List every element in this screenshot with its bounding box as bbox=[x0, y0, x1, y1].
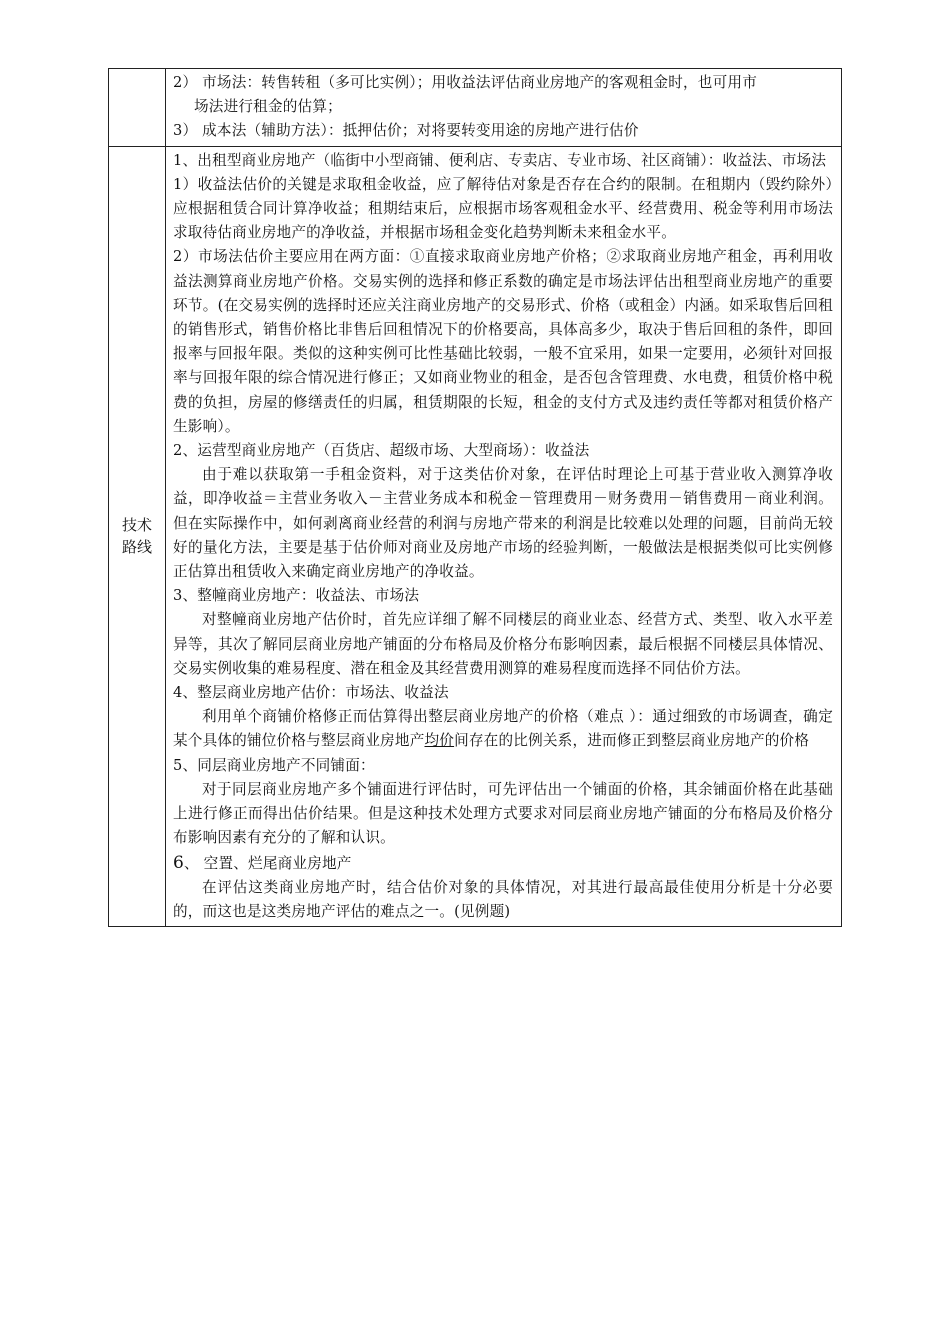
section-4-para-b: 间存在的比例关系，进而修正到整层商业房地产的价格 bbox=[454, 732, 810, 750]
average-price-underlined: 均价 bbox=[424, 732, 455, 750]
table-row-top bbox=[109, 69, 842, 147]
section-3-title: 3、整幢商业房地产：收益法、市场法 bbox=[173, 587, 420, 605]
section-5-para: 对于同层商业房地产多个铺面进行评估时，可先评估出一个铺面的价格，其余铺面价格在此基础上进行修正而得出估价结果。但是这种技术处理方式要求对同层商业房地产铺面的分布格局及价格分布影响因素有充分的了解和认识。 bbox=[173, 780, 833, 847]
section-5-title: 5、同层商业房地产不同铺面： bbox=[173, 756, 375, 774]
market-method-line: 2） 市场法：转售转租（多可比实例）；用收益法评估商业房地产的客观租金时，也可用市 bbox=[173, 74, 757, 91]
tech-route-content bbox=[166, 146, 842, 927]
table-row-tech-route bbox=[109, 146, 842, 927]
section-6-number: 6 bbox=[173, 852, 185, 873]
row-label-empty bbox=[109, 69, 166, 147]
method-table bbox=[108, 68, 842, 927]
section-6-title bbox=[173, 851, 833, 876]
tech-route-label: 技术路线 bbox=[109, 146, 166, 927]
section-1-para-1: 1）收益法估价的关键是求取租金收益，应了解待估对象是否存在合约的限制。在租期内（毁约除外）应根据租赁合同计算净收益；租期结束后，应根据市场客观租金水平、经营费用、税金等利用市场法求取待估商业房地产的净收益，并根据市场租金变化趋势判断未来租金水平。 bbox=[173, 175, 833, 242]
cost-method-line: 3） 成本法（辅助方法）：抵押估价；对将要转变用途的房地产进行估价 bbox=[173, 122, 639, 140]
section-3-para: 对整幢商业房地产估价时，首先应详细了解不同楼层的商业业态、经营方式、类型、收入水平差异等，其次了解同层商业房地产铺面的分布格局及价格分布影响因素，最后根据不同楼层具体情况、交易实例收集的难易程度、潜在租金及其经营费用测算的难易程度而选择不同估价方法。 bbox=[173, 611, 833, 677]
section-4-para-a: 利用单个商铺价格修正而估算得出整层商业房地产的价格（难点 ）：通过细致的市场调查，确定某个具体的铺位价格与整层商业房地产 bbox=[173, 708, 833, 750]
methods-cell bbox=[166, 69, 842, 147]
section-1-para-2: 2）市场法估价主要应用在两方面：①直接求取商业房地产价格；②求取商业房地产租金，再利用收益法测算商业房地产价格。交易实例的选择和修正系数的确定是市场法评估出租型商业房地产的重要环节。(在交易实例的选择时还应关注商业房地产的交易形式、价格（或租金）内涵。如采取售后回租的销售形式，销售价格比非售后回租情况下的价格要高，具体高多少，取决于售后回租的条件，即回报率与回报年限。类似的这种实例可比性基础比较弱，一般不宜采用，如果一定要用，必须针对回报率与回报年限的综合情况进行修正；又如商业物业的租金，是否包含管理费、水电费，租赁价格中税费的负担，房屋的修缮责任的归属，租赁期限的长短，租金的支付方式及违约责任等都对租赁价格产生影响）。 bbox=[173, 248, 833, 435]
section-2-title: 2、运营型商业房地产（百货店、超级市场、大型商场）：收益法 bbox=[173, 442, 590, 460]
section-4-para bbox=[173, 705, 833, 753]
section-2-para: 由于难以获取第一手租金资料，对于这类估价对象，在评估时理论上可基于营业收入测算净收益，即净收益＝主营业务收入－主营业务成本和税金－管理费用－财务费用－销售费用－商业利润。但在实际操作中，如何剥离商业经营的利润与房地产带来的利润是比较难以处理的问题，目前尚无较好的量化方法，主要是基于估价师对商业及房地产市场的经验判断，一般做法是根据类似可比实例修正估算出租赁收入来确定商业房地产的净收益。 bbox=[173, 466, 833, 581]
section-6-title-text: 、 空置、烂尾商业房地产 bbox=[184, 854, 352, 872]
section-6-para: 在评估这类商业房地产时，结合估价对象的具体情况，对其进行最高最佳使用分析是十分必要的，而这也是这类房地产评估的难点之一。(见例题) bbox=[173, 878, 833, 920]
market-method-line-cont: 场法进行租金的估算； bbox=[194, 98, 342, 116]
section-1-title: 1、出租型商业房地产（临街中小型商铺、便利店、专卖店、专业市场、社区商铺）：收益法、市场法 bbox=[173, 151, 827, 169]
section-4-title: 4、整层商业房地产估价：市场法、收益法 bbox=[173, 684, 449, 702]
